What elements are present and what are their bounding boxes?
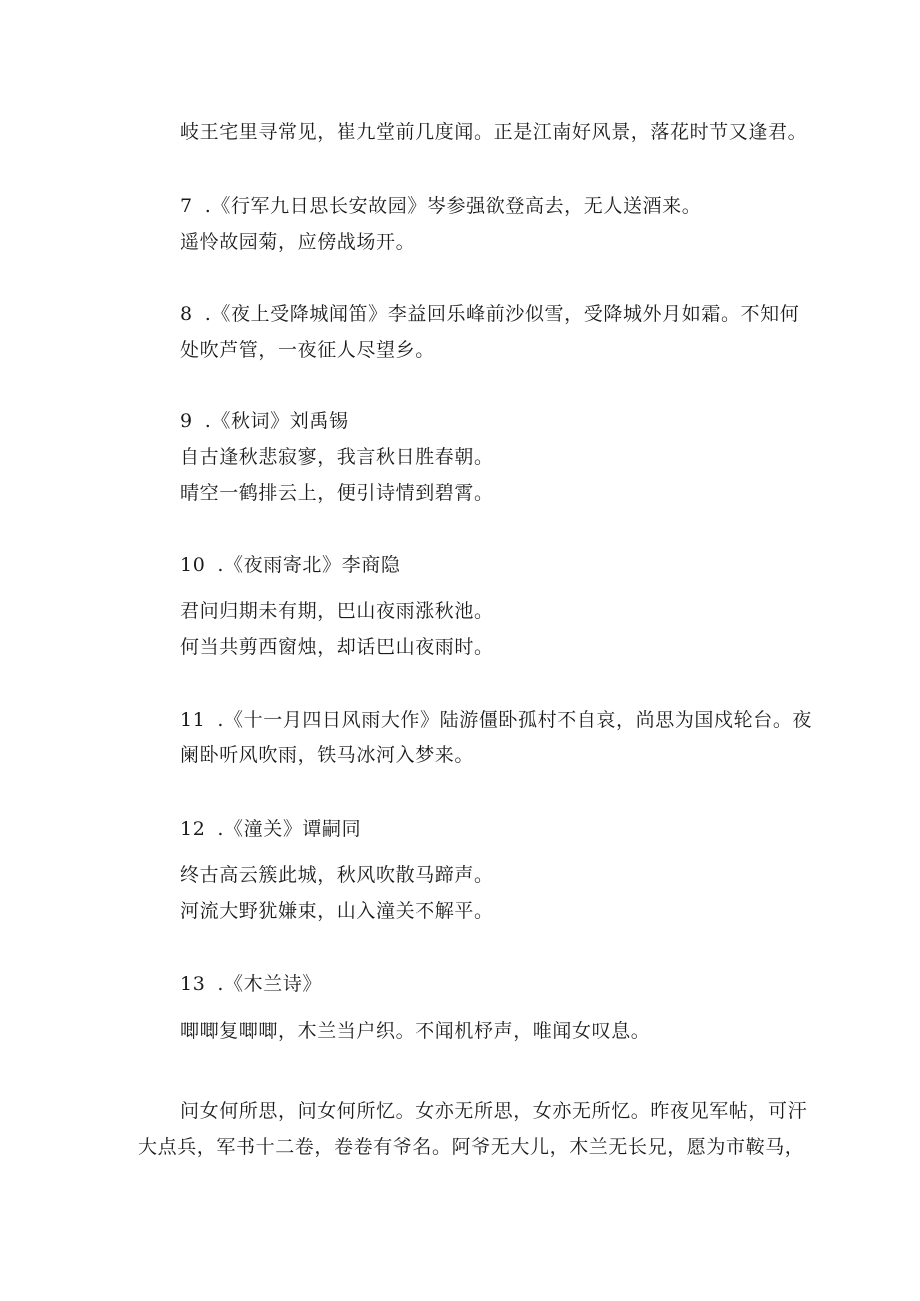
text-line: 处吹芦管，一夜征人尽望乡。: [180, 339, 435, 361]
paragraph-line: 大点兵，军书十二卷，卷卷有爷名。阿爷无大儿，木兰无长兄，愿为市鞍马，: [138, 1136, 805, 1158]
poem-heading: 8 .《夜上受降城闻笛》李益回乐峰前沙似雪，受降城外月如霜。不知何: [180, 303, 800, 325]
item-number: 13: [180, 973, 206, 995]
text-line: 晴空一鹤排云上，便引诗情到碧霄。: [180, 482, 494, 504]
text-line: 君问归期未有期，巴山夜雨涨秋池。: [180, 600, 494, 622]
text-line: 阑卧听风吹雨，铁马冰河入梦来。: [180, 744, 475, 766]
poem-heading: 12 .《潼关》谭嗣同: [180, 818, 362, 840]
item-number: 8: [180, 303, 193, 325]
item-number: 10: [180, 554, 206, 576]
text-line: 唧唧复唧唧，木兰当户织。不闻机杼声，唯闻女叹息。: [180, 1020, 651, 1042]
poem-heading: 9 .《秋词》刘禹锡: [180, 410, 349, 432]
poem-heading: 11 .《十一月四日风雨大作》陆游僵卧孤村不自哀，尚思为国戍轮台。夜: [180, 709, 813, 731]
text-line: 河流大野犹嫌束，山入潼关不解平。: [180, 900, 494, 922]
item-number: 9: [180, 410, 193, 432]
text-line: 自古逢秋悲寂寥，我言秋日胜春朝。: [180, 446, 494, 468]
text-line: 终古高云簇此城，秋风吹散马蹄声。: [180, 864, 494, 886]
poem-heading: 7 .《行军九日思长安故园》岑参强欲登高去，无人送酒来。: [180, 195, 702, 217]
poem-heading: 13 .《木兰诗》: [180, 973, 323, 995]
paragraph-line: 问女何所思，问女何所忆。女亦无所思，女亦无所忆。昨夜见军帖，可汗: [180, 1100, 808, 1122]
text-line: 遥怜故园菊，应傍战场开。: [180, 231, 416, 253]
text-line: 岐王宅里寻常见，崔九堂前几度闻。正是江南好风景，落花时节又逢君。: [180, 121, 808, 143]
item-number: 7: [180, 195, 193, 217]
item-number: 11: [180, 709, 206, 731]
text-line: 何当共剪西窗烛，却话巴山夜雨时。: [180, 636, 494, 658]
poem-heading: 10 .《夜雨寄北》李商隐: [180, 554, 401, 576]
item-number: 12: [180, 818, 206, 840]
